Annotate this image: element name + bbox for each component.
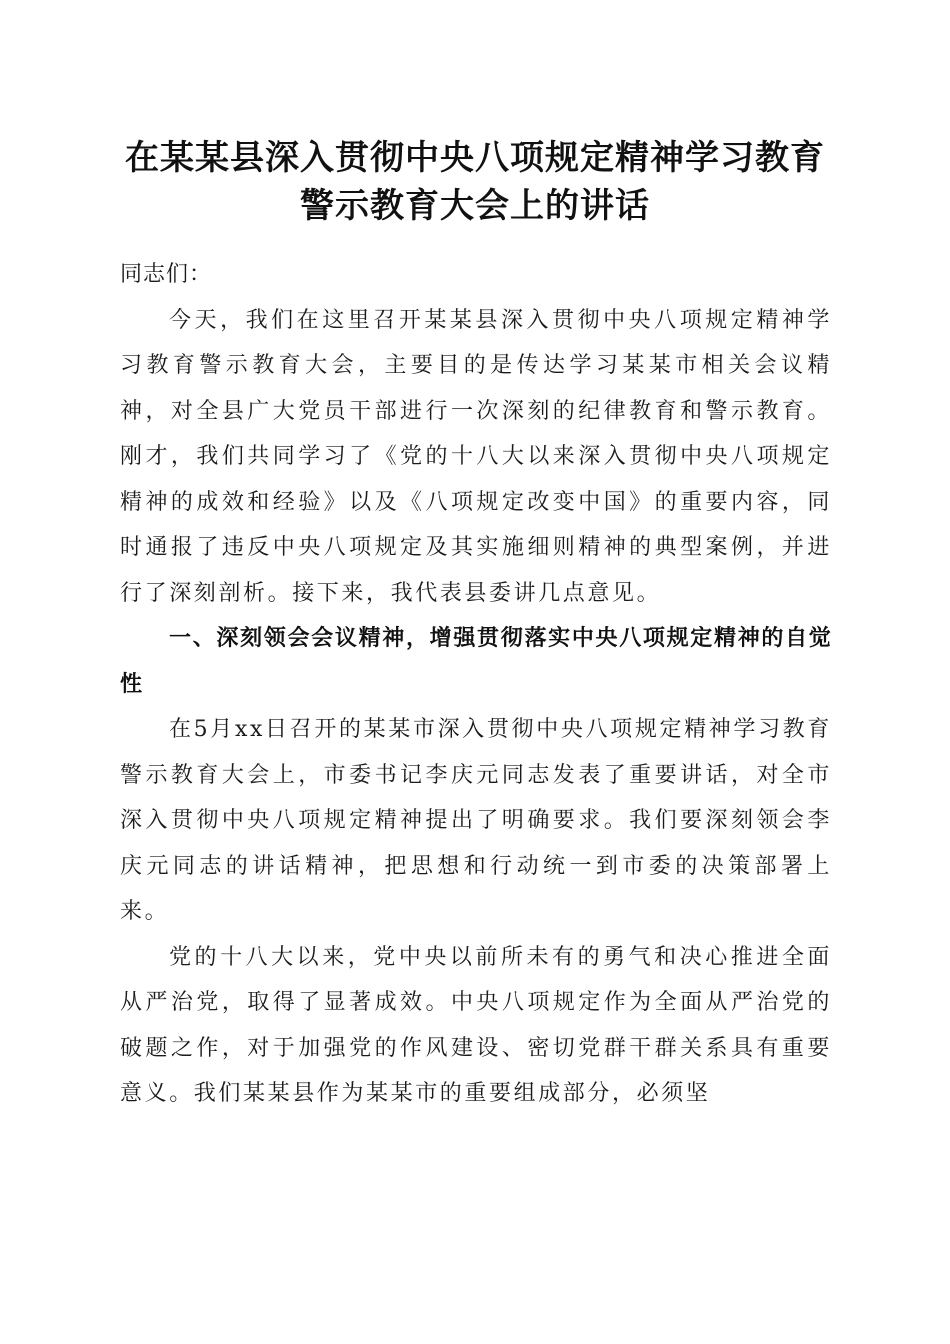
- paragraph-opening: 今天，我们在这里召开某某县深入贯彻中央八项规定精神学习教育警示教育大会，主要目的是传达学习某某市相关会议精神，对全县广大党员干部进行一次深刻的纪律教育和警示教育。刚才，我们共同学习了《党的十八大以来深入贯彻中央八项规定精神的成效和经验》以及《八项规定改变中国》的重要内容，同时通报了违反中央八项规定及其实施细则精神的典型案例，并进行了深刻剖析。接下来，我代表县委讲几点意见。: [120, 307, 832, 606]
- document-title-line-2: 警示教育大会上的讲话: [300, 186, 650, 226]
- section-heading-1: 一、深刻领会会议精神，增强贯彻落实中央八项规定精神的自觉性: [120, 626, 832, 697]
- paragraph-section1-1: 在5月xx日召开的某某市深入贯彻中央八项规定精神学习教育警示教育大会上，市委书记李庆元同志发表了重要讲话，对全市深入贯彻中央八项规定精神提出了明确要求。我们要深刻领会李庆元同志的讲话精神，把思想和行动统一到市委的决策部署上来。: [120, 717, 832, 924]
- salutation: 同志们：: [120, 262, 213, 287]
- paragraph-section1-2: 党的十八大以来，党中央以前所未有的勇气和决心推进全面从严治党，取得了显著成效。中央八项规定作为全面从严治党的破题之作，对于加强党的作风建设、密切党群干群关系具有重要意义。我们某某县作为某某市的重要组成部分，必须坚: [120, 944, 832, 1106]
- document-body: [120, 252, 832, 1117]
- document-title-line-1: 在某某县深入贯彻中央八项规定精神学习教育: [125, 138, 825, 178]
